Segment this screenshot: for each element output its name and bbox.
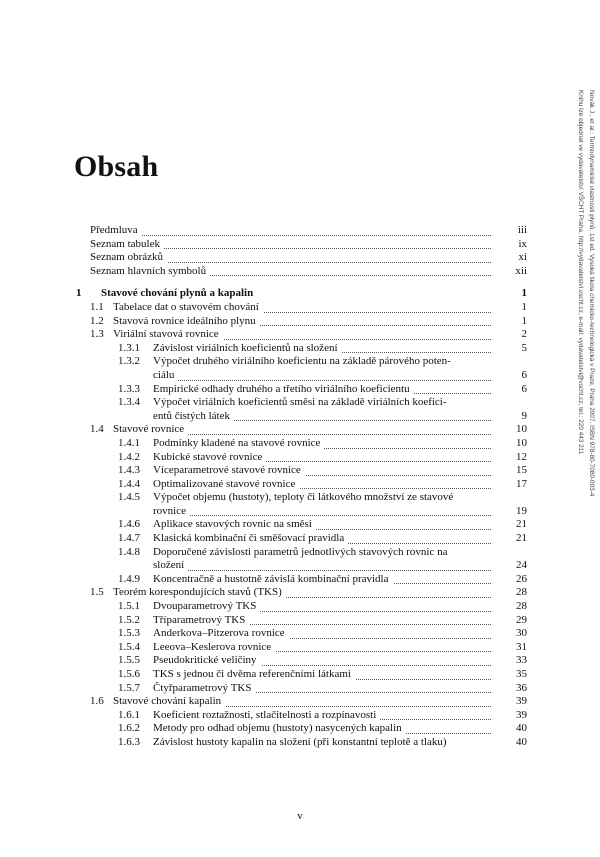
toc-entry-page: iii bbox=[517, 224, 527, 236]
toc-entry-page: xi bbox=[518, 251, 527, 264]
toc-entry bbox=[118, 383, 527, 397]
toc-entry-number: 1.4.7 bbox=[118, 532, 140, 545]
toc-entry bbox=[118, 682, 527, 696]
toc-entry-title: Stavové chování plynů a kapalin bbox=[101, 287, 257, 299]
toc-entry bbox=[90, 251, 527, 265]
toc-entry-number: 1.4.2 bbox=[118, 450, 140, 463]
toc-entry bbox=[118, 668, 527, 682]
citation-line: Novák J., et al.: Termodynamické vlastnosti plynů. 1st ed. Vysoká škola chemicko-technologická v Praze, Praha 2007. ISBN 978-80-7080-003-4 bbox=[588, 90, 595, 497]
toc-entry-number: 1.4.4 bbox=[118, 477, 140, 490]
toc-entry bbox=[90, 491, 527, 518]
toc-entry-title: Víceparametrové stavové rovnice bbox=[153, 464, 305, 476]
toc-entry bbox=[90, 315, 527, 329]
toc-entry bbox=[118, 518, 527, 532]
toc-entry-page: 6 bbox=[521, 368, 527, 381]
toc-entry-title: Stavové chování kapalin bbox=[113, 695, 225, 707]
toc-entry-title: Výpočet objemu (hustoty), teploty či látkového množství ze stavové bbox=[153, 491, 457, 503]
toc-entry-page: 36 bbox=[516, 681, 527, 694]
toc-entry-line bbox=[118, 546, 527, 560]
toc-entry-title: Podmínky kladené na stavové rovnice bbox=[153, 437, 324, 449]
toc-entry-title: Závislost viriálních koeficientů na složení bbox=[153, 342, 342, 354]
toc-entry-title: Stavové rovnice bbox=[113, 423, 188, 435]
toc-entry-line bbox=[118, 396, 527, 410]
toc-entry bbox=[118, 573, 527, 587]
toc-entry-number: 1.3.1 bbox=[118, 341, 140, 354]
toc-entry bbox=[90, 586, 527, 600]
toc-entry-page: 5 bbox=[521, 341, 527, 354]
toc-entry-page: 19 bbox=[516, 504, 527, 517]
toc-entry bbox=[118, 451, 527, 465]
toc-entry-number: 1.4.5 bbox=[118, 491, 140, 504]
toc-entry-number: 1.4.8 bbox=[118, 545, 140, 558]
page-number: v bbox=[297, 810, 303, 822]
toc-entry-page: 21 bbox=[516, 518, 527, 531]
toc-entry-number: 1.6.3 bbox=[118, 735, 140, 748]
toc-entry-page: 40 bbox=[516, 722, 527, 735]
toc-entry-title: Empirické odhady druhého a třetího viriálního koeficientu bbox=[153, 383, 414, 395]
toc-entry-number: 1.3.3 bbox=[118, 382, 140, 395]
dot-leader bbox=[153, 380, 491, 381]
toc-entry bbox=[90, 396, 527, 423]
toc-entry bbox=[76, 287, 527, 301]
toc-entry-number: 1.6.2 bbox=[118, 722, 140, 735]
toc-entry-title: Pseudokritické veličiny bbox=[153, 654, 261, 666]
toc-entry-page: 6 bbox=[521, 382, 527, 395]
toc-entry-title: Teorém korespondujících stavů (TKS) bbox=[113, 586, 286, 598]
toc-entry-title: Seznam obrázků bbox=[90, 251, 167, 263]
toc-entry-title: Optimalizované stavové rovnice bbox=[153, 478, 299, 490]
toc-entry-page: 33 bbox=[516, 654, 527, 667]
toc-entry-page: 1 bbox=[521, 300, 527, 313]
toc-entry-title: Koeficient roztažnosti, stlačitelnosti a rozpínavosti bbox=[153, 709, 380, 721]
toc-entry bbox=[118, 600, 527, 614]
toc-entry-title: Koncentračně a hustotně závislá kombinační pravidla bbox=[153, 573, 393, 585]
toc-entry-page: 39 bbox=[516, 695, 527, 708]
table-of-contents bbox=[76, 224, 527, 750]
toc-entry-number: 1.2 bbox=[90, 314, 104, 327]
toc-entry bbox=[90, 224, 527, 238]
toc-entry-page: 26 bbox=[516, 572, 527, 585]
toc-entry-title: Viriální stavová rovnice bbox=[113, 328, 223, 340]
toc-entry-title-cont: rovnice bbox=[153, 505, 190, 517]
toc-entry-number: 1.1 bbox=[90, 300, 104, 313]
toc-entry-title: Metody pro odhad objemu (hustoty) nasycených kapalin bbox=[153, 722, 406, 734]
toc-entry-title: Stavová rovnice ideálního plynu bbox=[113, 315, 260, 327]
toc-entry-number: 1.3.2 bbox=[118, 355, 140, 368]
toc-entry bbox=[118, 342, 527, 356]
toc-entry-page: 28 bbox=[516, 586, 527, 599]
toc-entry-number: 1.4 bbox=[90, 423, 104, 436]
toc-entry-line bbox=[118, 559, 527, 573]
toc-entry-number: 1.6 bbox=[90, 695, 104, 708]
toc-entry-page: 21 bbox=[516, 532, 527, 545]
toc-entry-number: 1.5.7 bbox=[118, 681, 140, 694]
toc-entry bbox=[90, 301, 527, 315]
toc-entry bbox=[90, 238, 527, 252]
toc-entry-title: Klasická kombinační či směšovací pravidla bbox=[153, 532, 348, 544]
toc-entry bbox=[118, 437, 527, 451]
toc-entry-title: Výpočet viriálních koeficientů směsi na základě viriálních koefici- bbox=[153, 396, 451, 408]
toc-entry-title: Čtyřparametrový TKS bbox=[153, 682, 255, 694]
toc-entry-page: 2 bbox=[521, 328, 527, 341]
dot-leader bbox=[90, 235, 491, 236]
toc-entry bbox=[118, 709, 527, 723]
toc-entry bbox=[118, 736, 527, 750]
toc-entry-page: 9 bbox=[521, 409, 527, 422]
toc-entry-title: Tříparametrový TKS bbox=[153, 614, 249, 626]
dot-leader bbox=[153, 515, 491, 516]
toc-entry-line bbox=[118, 491, 527, 505]
toc-entry bbox=[90, 546, 527, 573]
toc-entry bbox=[118, 478, 527, 492]
toc-entry-page: 40 bbox=[516, 735, 527, 748]
toc-entry-line bbox=[118, 410, 527, 424]
toc-entry-title-cont: složení bbox=[153, 559, 188, 571]
toc-entry-page: xii bbox=[515, 264, 527, 277]
toc-entry bbox=[90, 355, 527, 382]
toc-entry-line bbox=[118, 369, 527, 383]
toc-entry-page: 28 bbox=[516, 600, 527, 613]
toc-entry bbox=[118, 614, 527, 628]
ordering-line: Knihu lze objednat ve vydavatelství VŠCHT Praha, http://vydavatelstvi.vscht.cz, e-mail: vydavatelstvi@vscht.cz, tel.: 220 443 211 bbox=[577, 90, 584, 455]
toc-entry-page: 29 bbox=[516, 613, 527, 626]
toc-entry bbox=[90, 423, 527, 437]
page-title: Obsah bbox=[74, 150, 159, 183]
toc-entry-page: 39 bbox=[516, 708, 527, 721]
toc-entry-page: 30 bbox=[516, 627, 527, 640]
toc-entry-page: 10 bbox=[516, 423, 527, 436]
toc-entry-title: Tabelace dat o stavovém chování bbox=[113, 301, 263, 313]
toc-entry-number: 1.3.4 bbox=[118, 396, 140, 409]
toc-entry-title: Výpočet druhého viriálního koeficientu na základě párového poten- bbox=[153, 355, 455, 367]
toc-entry bbox=[90, 265, 527, 279]
toc-entry-title: Závislost hustoty kapalin na složení (při konstantní teplotě a tlaku) bbox=[153, 736, 451, 748]
toc-entry-title: TKS s jednou či dvěma referenčními látkami bbox=[153, 668, 355, 680]
toc-entry-page: 35 bbox=[516, 668, 527, 680]
toc-entry-line bbox=[118, 505, 527, 519]
toc-entry-number: 1.3 bbox=[90, 328, 104, 341]
toc-entry-number: 1.5.1 bbox=[118, 600, 140, 613]
toc-entry-number: 1.4.9 bbox=[118, 572, 140, 585]
toc-entry-title-cont: entů čistých látek bbox=[153, 410, 234, 422]
toc-entry-number: 1.5 bbox=[90, 586, 104, 599]
toc-entry bbox=[118, 464, 527, 478]
toc-entry-number: 1.4.1 bbox=[118, 436, 140, 449]
toc-entry bbox=[118, 641, 527, 655]
toc-entry bbox=[90, 695, 527, 709]
toc-entry-title: Seznam hlavních symbolů bbox=[90, 265, 210, 277]
toc-entry-title: Seznam tabulek bbox=[90, 238, 164, 250]
toc-entry-title: Leeova–Keslerova rovnice bbox=[153, 641, 275, 653]
toc-entry-number: 1.6.1 bbox=[118, 708, 140, 721]
toc-entry-page: 1 bbox=[521, 314, 527, 327]
toc-entry-number: 1.5.2 bbox=[118, 613, 140, 626]
dot-leader bbox=[153, 570, 491, 571]
toc-entry-title: Kubické stavové rovnice bbox=[153, 451, 266, 463]
toc-entry-number: 1.5.5 bbox=[118, 654, 140, 667]
toc-entry-page: 15 bbox=[516, 464, 527, 477]
toc-entry bbox=[118, 722, 527, 736]
toc-entry-page: 1 bbox=[521, 287, 527, 300]
toc-entry-page: 10 bbox=[516, 436, 527, 449]
toc-entry bbox=[118, 532, 527, 546]
toc-entry bbox=[118, 627, 527, 641]
toc-entry-title: Dvouparametrový TKS bbox=[153, 600, 260, 612]
side-citation-note bbox=[566, 90, 597, 710]
toc-entry-number: 1.4.6 bbox=[118, 518, 140, 531]
toc-entry-title: Anderkova–Pitzerova rovnice bbox=[153, 627, 289, 639]
toc-entry bbox=[118, 654, 527, 668]
toc-entry-title: Doporučené závislosti parametrů jednotlivých stavových rovnic na bbox=[153, 546, 451, 558]
toc-entry-number: 1.4.3 bbox=[118, 464, 140, 477]
toc-entry-number: 1.5.4 bbox=[118, 640, 140, 653]
toc-entry-line bbox=[118, 355, 527, 369]
toc-entry-title-cont: ciálu bbox=[153, 369, 178, 381]
toc-entry-page: 24 bbox=[516, 559, 527, 572]
toc-entry bbox=[90, 328, 527, 342]
toc-entry-page: 12 bbox=[516, 450, 527, 463]
toc-entry-page: ix bbox=[518, 237, 527, 250]
toc-entry-number: 1 bbox=[76, 287, 82, 300]
toc-entry-page: 31 bbox=[516, 640, 527, 653]
toc-entry-number: 1.5.3 bbox=[118, 627, 140, 640]
toc-entry-title: Předmluva bbox=[90, 224, 142, 236]
toc-entry-number: 1.5.6 bbox=[118, 668, 140, 680]
toc-entry-page: 17 bbox=[516, 477, 527, 490]
toc-entry-title: Aplikace stavových rovnic na směsi bbox=[153, 518, 316, 530]
